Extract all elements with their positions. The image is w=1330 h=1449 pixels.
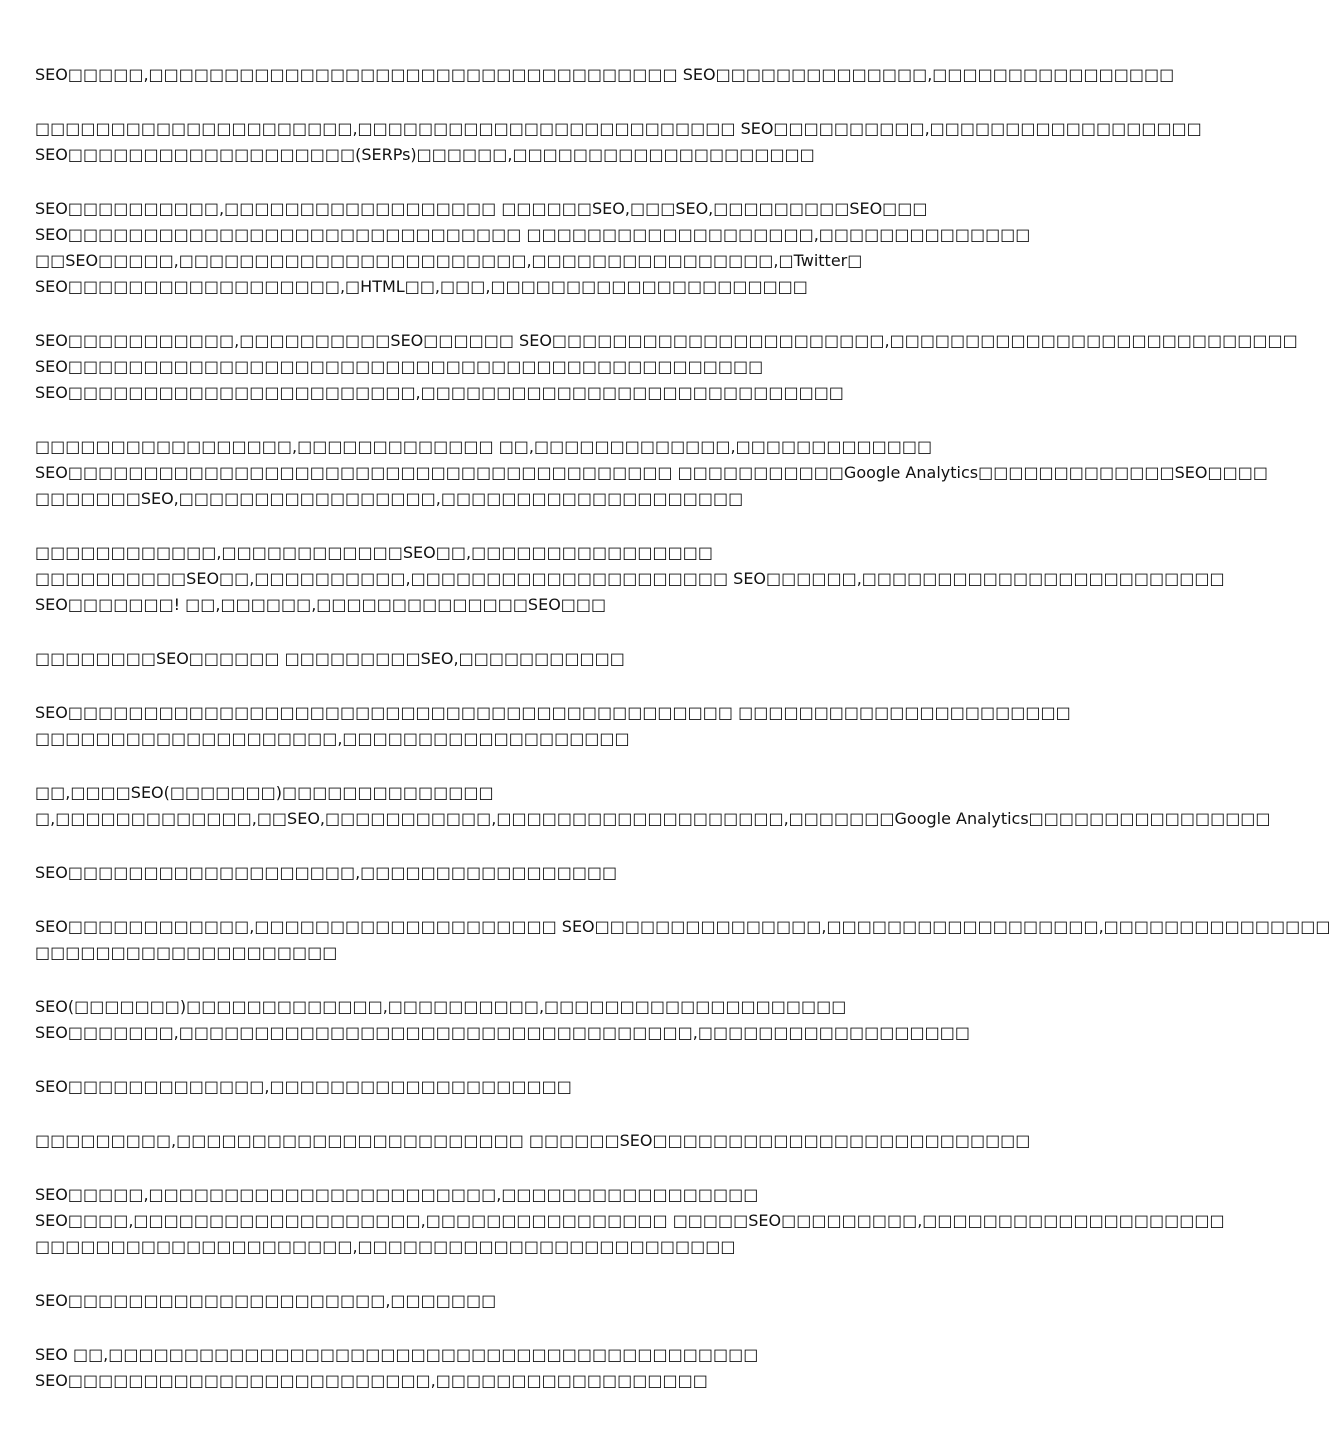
text-line: SEO□□□□□□□□□□□□□□□□□□□□□□□□□□□□□□ □□□□□□□□□□□□□□□□□□□,□□□□□□□□□□□□□□ [35, 225, 1031, 244]
paragraph [35, 540, 1225, 618]
paragraph [35, 196, 1031, 300]
text-line: SEO□□□□□□□□□□□,□□□□□□□□□□SEO□□□□□□ SEO□□□□□□□□□□□□□□□□□□□□□□,□□□□□□□□□□□□□□□□□□□□□□□□□□□ [35, 331, 1298, 350]
paragraph [35, 116, 1202, 168]
text-line: □□□□□□□□□□□□□□□□□□□□□,□□□□□□□□□□□□□□□□□□□□□□□□□ [35, 1237, 736, 1256]
paragraph [35, 1288, 995, 1314]
text-line: SEO□□□□□□□□□□□□□□□□□□□□□□□□□□□□□□□□□□□□□□□□□□□□□□ [35, 357, 764, 376]
text-line: SEO□□□□□□□□□□□□□□□□□□□□□□□,□□□□□□□□□□□□□□□□□□□□□□□□□□□□ [35, 383, 844, 402]
text-line: SEO□□□□□□□! □□,□□□□□□,□□□□□□□□□□□□□□SEO□□□ [35, 595, 607, 614]
text-line: SEO□□□□□□□□□□□□□□□□□□□□□□□□,□□□□□□□□□□□□□□□□□□ [35, 1371, 708, 1390]
text-line: SEO□□□□□□□□□□□□□□□□□□□□□□□□□□□□□□□□□□□□□□□□□□□□ □□□□□□□□□□□□□□□□□□□□□□ [35, 703, 1071, 722]
text-line: SEO(□□□□□□□)□□□□□□□□□□□□□,□□□□□□□□□□,□□□□□□□□□□□□□□□□□□□□ [35, 997, 847, 1016]
text-line: SEO□□□□□,□□□□□□□□□□□□□□□□□□□□□□□□□□□□□□□□□□□ SEO□□□□□□□□□□□□□□,□□□□□□□□□□□□□□□□ [35, 65, 1175, 84]
paragraph [35, 434, 1268, 512]
paragraph [35, 914, 1330, 966]
paragraph [35, 1182, 1225, 1260]
text-line: □□□□□□□□□,□□□□□□□□□□□□□□□□□□□□□□□ □□□□□□SEO□□□□□□□□□□□□□□□□□□□□□□□□□ [35, 1131, 1031, 1150]
text-line: SEO□□□□□□□□□□□□□□□□□□,□HTML□□,□□□,□□□□□□□□□□□□□□□□□□□□□ [35, 277, 808, 296]
paragraph [35, 780, 1271, 832]
text-line: □,□□□□□□□□□□□□□,□□SEO,□□□□□□□□□□□,□□□□□□□□□□□□□□□□□□□,□□□□□□□Google Analytics□□□□□□□□□□□□□□□□ [35, 809, 1271, 828]
text-line: □□□□□□□□□□□□□□□□□□□□ [35, 943, 338, 962]
text-line: SEO□□□□□□□□□□□□□,□□□□□□□□□□□□□□□□□□□□ [35, 1077, 572, 1096]
paragraph [35, 700, 1071, 752]
text-line: SEO□□□□□□□□□□□□,□□□□□□□□□□□□□□□□□□□□ SEO□□□□□□□□□□□□□□□,□□□□□□□□□□□□□□□□□□,□□□□□□□□□□□□□□□ [35, 917, 1330, 936]
text-line: SEO□□□□□□□□□□□□□□□□□□□□□,□□□□□□□ [35, 1291, 497, 1310]
text-line: □□□□□□□□□□□□□□□□□,□□□□□□□□□□□□□ □□,□□□□□□□□□□□□□,□□□□□□□□□□□□□ [35, 437, 933, 456]
text-line: □□□□□□□□□□□□□□□□□□□□□,□□□□□□□□□□□□□□□□□□□□□□□□□ SEO□□□□□□□□□□,□□□□□□□□□□□□□□□□□□ [35, 119, 1202, 138]
paragraph [35, 1342, 995, 1394]
text-line: SEO□□□□,□□□□□□□□□□□□□□□□□□□,□□□□□□□□□□□□□□□□ □□□□□SEO□□□□□□□□□,□□□□□□□□□□□□□□□□□□□□ [35, 1211, 1225, 1230]
paragraph [35, 62, 1175, 88]
paragraph [35, 1074, 995, 1100]
text-line: SEO □□,□□□□□□□□□□□□□□□□□□□□□□□□□□□□□□□□□□□□□□□□□□□ [35, 1345, 759, 1364]
paragraph [35, 994, 995, 1046]
text-line: □□□□□□□□□□□□,□□□□□□□□□□□□SEO□□,□□□□□□□□□□□□□□□□ [35, 543, 713, 562]
paragraph [35, 860, 995, 886]
text-line: SEO□□□□□,□□□□□□□□□□□□□□□□□□□□□□□,□□□□□□□□□□□□□□□□□ [35, 1185, 759, 1204]
text-line: □□,□□□□SEO(□□□□□□□)□□□□□□□□□□□□□□ [35, 783, 494, 802]
text-line: □□□□□□□□□□□□□□□□□□□□,□□□□□□□□□□□□□□□□□□□ [35, 729, 630, 748]
document-body [35, 62, 1330, 1422]
text-line: SEO□□□□□□□□□□,□□□□□□□□□□□□□□□□□□ □□□□□□SEO,□□□SEO,□□□□□□□□□SEO□□□ [35, 199, 928, 218]
paragraph [35, 646, 995, 672]
text-line: □□□□□□□□□□SEO□□,□□□□□□□□□□,□□□□□□□□□□□□□□□□□□□□□ SEO□□□□□□,□□□□□□□□□□□□□□□□□□□□□□□□ [35, 569, 1225, 588]
text-line: □□□□□□□□SEO□□□□□□ □□□□□□□□□SEO,□□□□□□□□□□□ [35, 649, 625, 668]
paragraph [35, 1128, 1031, 1154]
text-line: □□□□□□□SEO,□□□□□□□□□□□□□□□□□,□□□□□□□□□□□□□□□□□□□□ [35, 489, 744, 508]
text-line: SEO□□□□□□□,□□□□□□□□□□□□□□□□□□□□□□□□□□□□□□□□□□,□□□□□□□□□□□□□□□□□□ [35, 1023, 970, 1042]
text-line: SEO□□□□□□□□□□□□□□□□□□□(SERPs)□□□□□□,□□□□□□□□□□□□□□□□□□□□ [35, 145, 815, 164]
text-line: SEO□□□□□□□□□□□□□□□□□□□,□□□□□□□□□□□□□□□□□ [35, 863, 618, 882]
text-line: SEO□□□□□□□□□□□□□□□□□□□□□□□□□□□□□□□□□□□□□□□□ □□□□□□□□□□□Google Analytics□□□□□□□□□□□□□SEO□□□□ [35, 463, 1268, 482]
text-line: □□SEO□□□□□,□□□□□□□□□□□□□□□□□□□□□□□,□□□□□□□□□□□□□□□□,□Twitter□ [35, 251, 863, 270]
paragraph [35, 328, 1298, 406]
